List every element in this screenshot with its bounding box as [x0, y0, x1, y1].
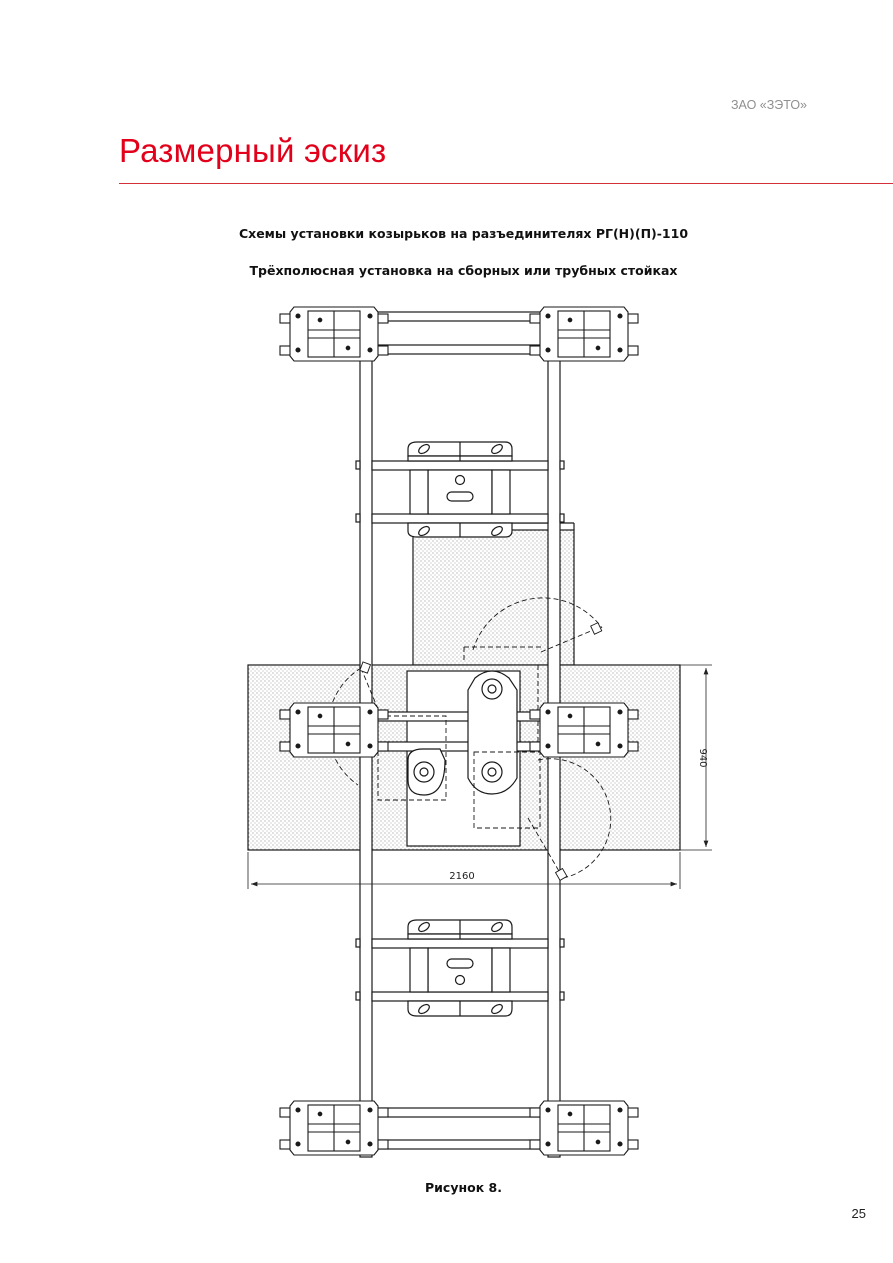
section-title: Размерный эскиз: [119, 132, 387, 169]
corner-bracket: [530, 307, 638, 361]
corner-bracket: [280, 307, 388, 361]
scheme-caption: Схемы установки козырьков на разъединителях РГ(Н)(П)-110: [238, 226, 689, 241]
page-number: 25: [851, 1206, 866, 1221]
figure-caption: Рисунок 8.: [425, 1180, 502, 1195]
company-name: ЗАО «ЗЭТО»: [730, 98, 807, 112]
corner-bracket: [530, 1101, 638, 1155]
corner-bracket: [530, 703, 638, 757]
corner-bracket: [280, 703, 388, 757]
dimension-height: 940: [697, 748, 708, 768]
installation-subtitle: Трёхполюсная установка на сборных или трубных стойках: [249, 263, 678, 278]
dimension-width: 2160: [449, 871, 475, 882]
corner-bracket: [280, 1101, 388, 1155]
